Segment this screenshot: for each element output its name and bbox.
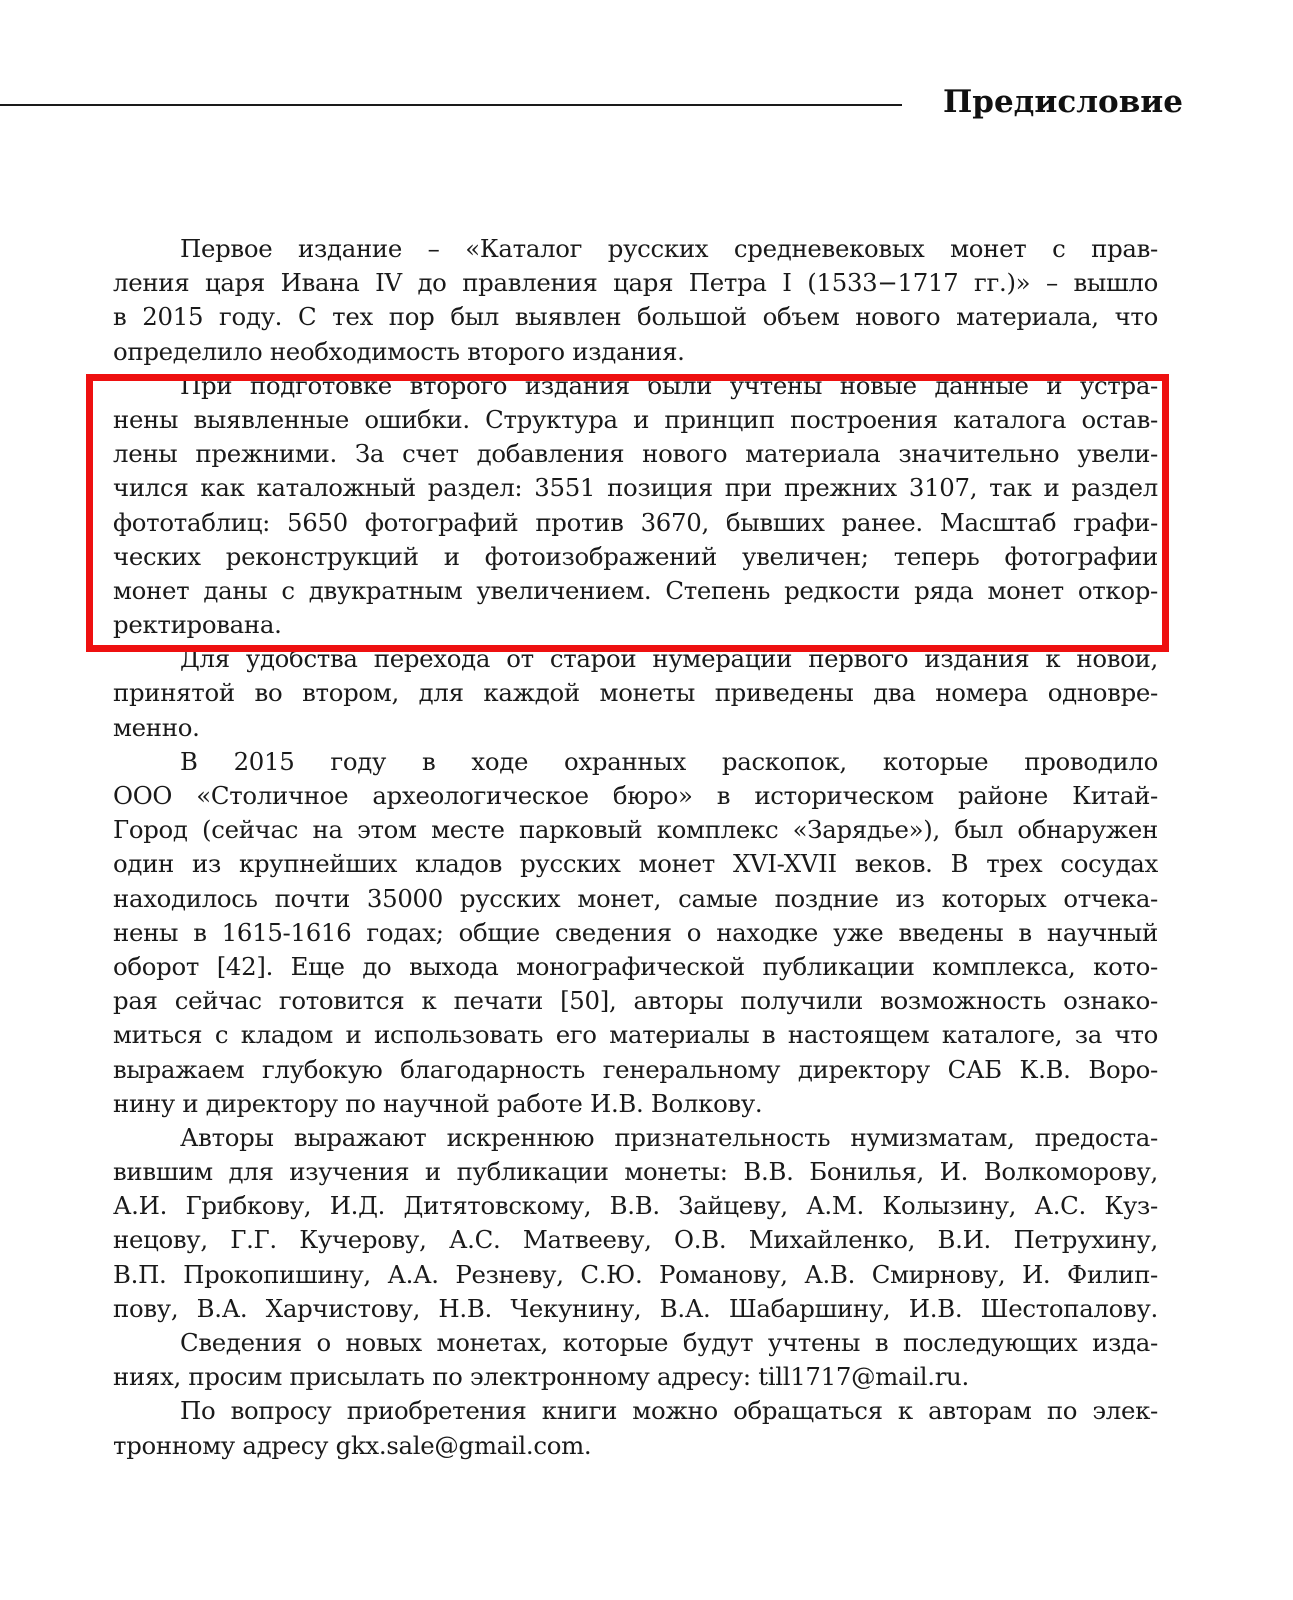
text-line: рая сейчас готовится к печати [50], авторы получили возможность ознако- [113,986,1158,1016]
text-line: ления царя Ивана IV до правления царя Петра I (1533−1717 гг.)» – вышло [113,268,1158,298]
text-line: находилось почти 35000 русских монет, самые поздние из которых отчека- [113,883,1158,913]
text-line: ректирована. [113,610,282,640]
text-line: выражаем глубокую благодарность генеральному директору САБ К.В. Воро- [113,1054,1158,1084]
text-line: миться с кладом и использовать его материалы в настоящем каталоге, за что [113,1020,1158,1050]
text-line: В.П. Прокопишину, А.А. Резневу, С.Ю. Романову, А.В. Смирнову, И. Филип- [113,1259,1158,1289]
text-line: А.И. Грибкову, И.Д. Дитятовскому, В.В. Зайцеву, А.М. Колызину, А.С. Куз- [113,1191,1158,1221]
text-line: нину и директору по научной работе И.В. Волкову. [113,1088,763,1118]
page-title: Предисловие [943,84,1183,120]
text-line: фототаблиц: 5650 фотографий против 3670, бывших ранее. Масштаб графи- [113,507,1158,537]
text-line: Для удобства перехода от старой нумерации первого издания к новой, [180,644,1158,674]
text-line: в 2015 году. С тех пор был выявлен большой объем нового материала, что [113,302,1158,332]
text-line: пову, В.А. Харчистову, Н.В. Чекунину, В.А. Шабаршину, И.В. Шестопалову. [113,1293,1158,1323]
text-line: чился как каталожный раздел: 3551 позиция при прежних 3107, так и раздел [113,473,1158,503]
text-line: Сведения о новых монетах, которые будут учтены в последующих изда- [180,1328,1158,1357]
text-line: монет даны с двукратным увеличением. Степень редкости ряда монет откор- [113,575,1158,605]
text-line: нены выявленные ошибки. Структура и принцип построения каталога остав- [113,404,1158,434]
text-line: При подготовке второго издания были учтены новые данные и устра- [180,370,1158,400]
text-line: оборот [42]. Еще до выхода монографической публикации комплекса, кото- [113,951,1158,981]
text-line: Город (сейчас на этом месте парковый комплекс «Зарядье»), был обнаружен [113,815,1158,845]
text-line: нены в 1615-1616 годах; общие сведения о находке уже введены в научный [113,917,1158,947]
text-line: тронному адресу gkx.sale@gmail.com. [113,1430,592,1460]
text-line: определило необходимость второго издания. [113,336,685,366]
text-line: ниях, просим присылать по электронному адресу: till1717@mail.ru. [113,1362,969,1392]
header-rule [0,104,902,106]
text-line: вившим для изучения и публикации монеты: В.В. Бонилья, И. Волкоморову, [113,1157,1158,1187]
text-line: ческих реконструкций и фотоизображений увеличен; теперь фотографии [113,541,1158,571]
preface-text [113,232,1158,1463]
text-line: ООО «Столичное археологическое бюро» в историческом районе Китай- [113,781,1158,810]
text-line: Авторы выражают искреннюю признательность нумизматам, предоста- [180,1122,1158,1152]
text-line: один из крупнейших кладов русских монет XVI-XVII веков. В трех сосудах [113,849,1158,879]
text-line: Первое издание – «Каталог русских средневековых монет с прав- [180,234,1158,263]
text-line: менно. [113,712,200,742]
text-line: По вопросу приобретения книги можно обращаться к авторам по элек- [180,1396,1158,1426]
text-line: нецову, Г.Г. Кучерову, А.С. Матвееву, О.В. Михайленко, В.И. Петрухину, [113,1225,1158,1255]
text-line: В 2015 году в ходе охранных раскопок, которые проводило [180,746,1158,776]
text-line: лены прежними. За счет добавления нового материала значительно увели- [113,439,1158,469]
text-line: принятой во втором, для каждой монеты приведены два номера одновре- [113,678,1158,708]
